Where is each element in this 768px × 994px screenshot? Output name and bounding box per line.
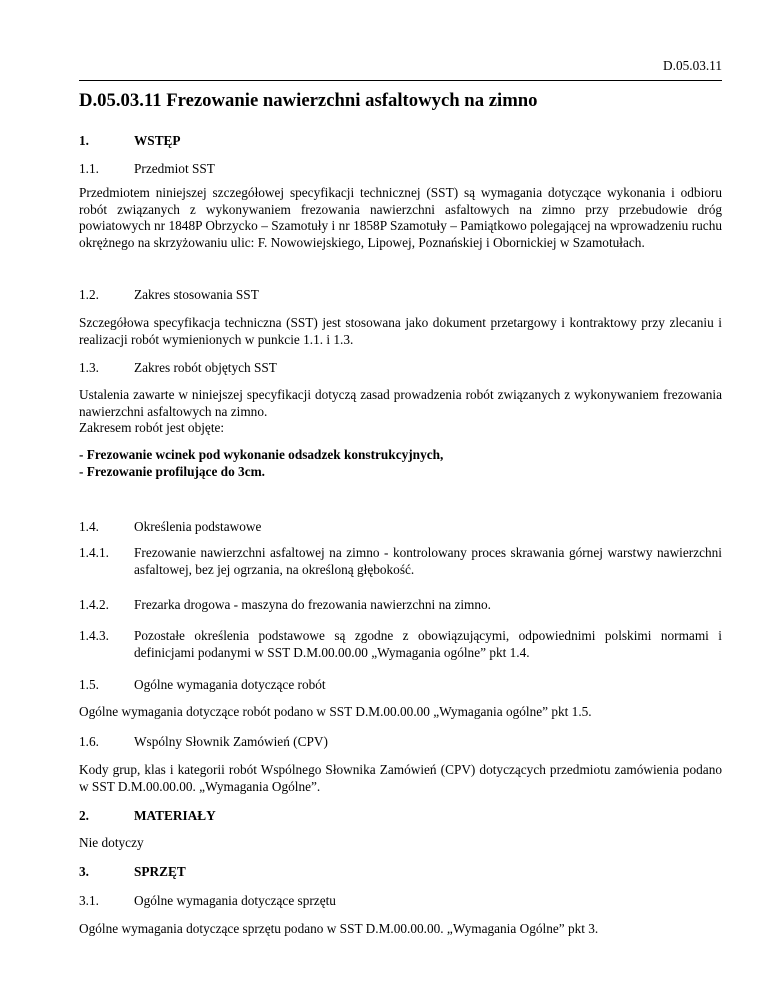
section-1-4-1: 1.4.1. Frezowanie nawierzchni asfaltowej na zimno - kontrolowany proces skrawania górnej warstwy nawierzchni asfaltowej, bez jej ogrzania, na określoną głębokość. xyxy=(79,545,722,577)
section-1-4-3: 1.4.3. Pozostałe określenia podstawowe są zgodne z obowiązującymi, odpowiednimi polskimi normami i definicjami podanymi w SST D.M.00.00.00 „Wymagania ogólne” pkt 1.4. xyxy=(79,628,722,660)
scope-list xyxy=(79,447,722,480)
section-1-1-text: Przedmiotem niniejszej szczegółowej specyfikacji technicznej (SST) są wymagania dotyczące wykonania i odbioru robót związanych z wykonywaniem frezowania nawierzchni asfaltowych na zimno przy przebudowie dróg powiatowych nr 1848P Obrzycko – Szamotuły i nr 1858P Szamotuły – Pamiątkowo polegającej na wprowadzeniu ruchu okrężnego na skrzyżowaniu ulic: F. Nowowiejskiego, Lipowej, Poznańskiej i Obornickiej w Szamotułach. xyxy=(79,185,722,250)
section-1-3-text: Ustalenia zawarte w niniejszej specyfikacji dotyczą zasad prowadzenia robót związanych z wykonywaniem frezowania nawierzchni asfaltowych na zimno. Zakresem robót jest objęte: xyxy=(79,387,722,435)
list-item: - Frezowanie profilujące do 3cm. xyxy=(79,463,265,479)
running-header: D.05.03.11 xyxy=(663,58,722,73)
section-3-1-text: Ogólne wymagania dotyczące sprzętu podano w SST D.M.00.00.00. „Wymagania Ogólne” pkt 3. xyxy=(79,921,599,936)
header-rule xyxy=(79,80,722,81)
section-1-4-2: 1.4.2. Frezarka drogowa - maszyna do frezowania nawierzchni na zimno. xyxy=(79,597,492,612)
section-1-2-text: Szczegółowa specyfikacja techniczna (SST) jest stosowana jako dokument przetargowy i kontraktowy przy zlecaniu i realizacji robót wymienionych w punkcie 1.1. i 1.3. xyxy=(79,315,722,347)
section-1-6-text: Kody grup, klas i kategorii robót Wspólnego Słownika Zamówień (CPV) dotyczących przedmiotu zamówienia podano w SST D.M.00.00.00. „Wymagania Ogólne”. xyxy=(79,762,722,794)
list-item: - Frezowanie wcinek pod wykonanie odsadzek konstrukcyjnych, xyxy=(79,447,444,462)
page-title: D.05.03.11 Frezowanie nawierzchni asfaltowych na zimno xyxy=(79,90,538,111)
section-1-5-text: Ogólne wymagania dotyczące robót podano w SST D.M.00.00.00 „Wymagania ogólne” pkt 1.5. xyxy=(79,704,592,719)
section-2-text: Nie dotyczy xyxy=(79,835,144,850)
